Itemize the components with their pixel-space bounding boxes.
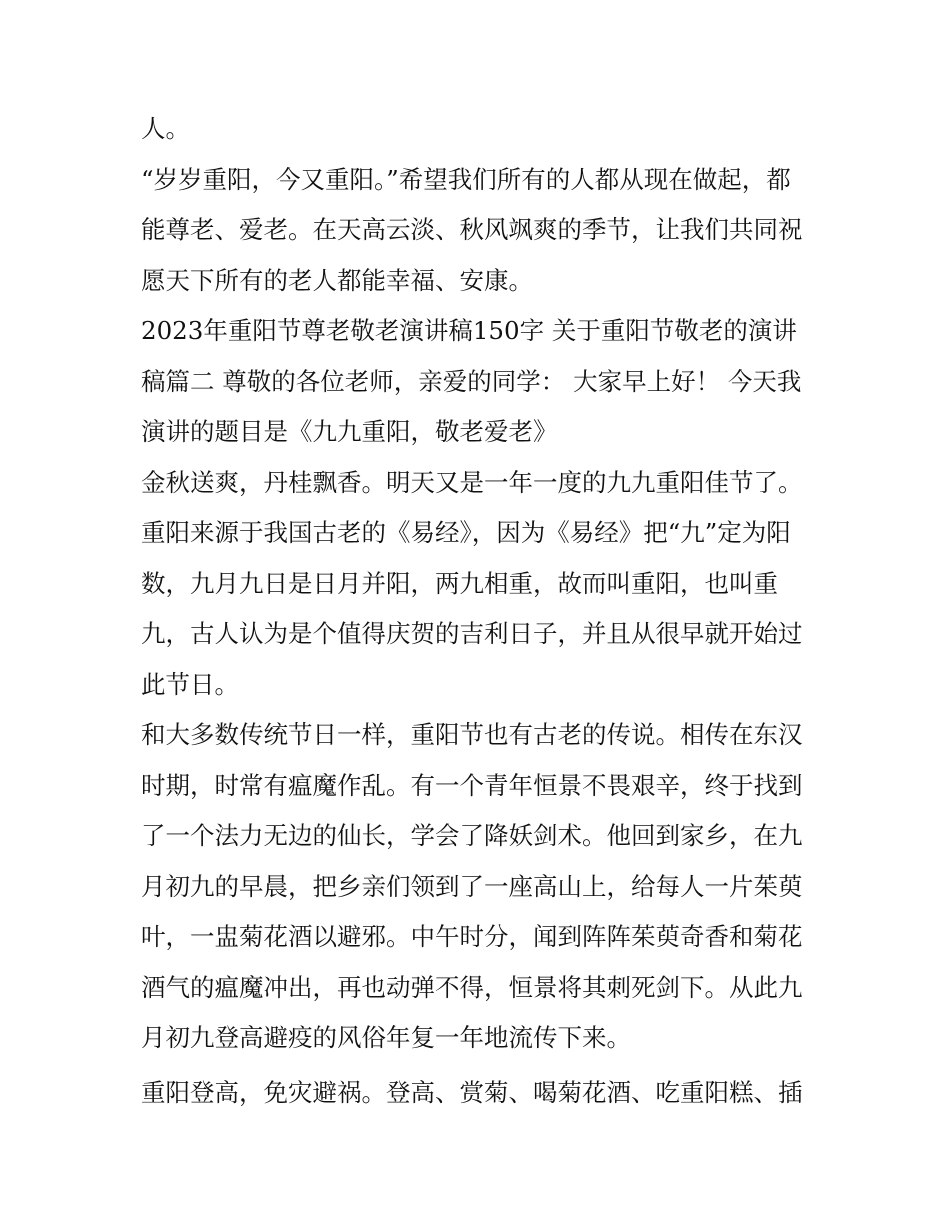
text-line: 重阳登高，免灾避祸。登高、赏菊、喝菊花酒、吃重阳糕、插 [141,1077,803,1107]
text-line: 和大多数传统节日一样，重阳节也有古老的传说。相传在东汉 [141,720,803,749]
text-line: 能尊老、爱老。在天高云淡、秋风飒爽的季节，让我们共同祝 [141,215,803,244]
document-body [141,104,811,1118]
text-line: 叶，一盅菊花酒以避邪。中午时分，闻到阵阵茱萸奇香和菊花 [141,922,803,951]
text-line: 酒气的瘟魔冲出，再也动弹不得，恒景将其刺死剑下。从此九 [141,972,803,1002]
text-line: 了一个法力无边的仙长，学会了降妖剑术。他回到家乡，在九 [141,821,803,850]
text-line: 九，古人认为是个值得庆贺的吉利日子，并且从很早就开始过 [141,619,803,648]
text-line: 时期，时常有瘟魔作乱。有一个青年恒景不畏艰辛，终于找到 [141,770,803,800]
text-line: 金秋送爽，丹桂飘香。明天又是一年一度的九九重阳佳节了。 [141,467,803,497]
text-line: 稿篇二 尊敬的各位老师，亲爱的同学： 大家早上好！ 今天我 [141,366,802,396]
text-line: 愿天下所有的老人都能幸福、安康。 [141,265,533,295]
text-line: 演讲的题目是《九九重阳，敬老爱老》 [141,417,558,446]
text-line: 月初九登高避疫的风俗年复一年地流传下来。 [141,1023,631,1052]
text-line: 此节日。 [141,669,239,699]
text-line: 人。 [141,114,190,143]
text-line: “岁岁重阳，今又重阳。”希望我们所有的人都从现在做起，都 [141,164,791,194]
text-line: 数，九月九日是日月并阳，两九相重，故而叫重阳，也叫重 [141,568,778,598]
text-line: 2023年重阳节尊老敬老演讲稿150字 关于重阳节敬老的演讲 [141,316,797,345]
text-line: 月初九的早晨，把乡亲们领到了一座高山上，给每人一片茱萸 [141,871,803,901]
text-line: 重阳来源于我国古老的《易经》，因为《易经》把“九”定为阳 [141,518,791,547]
